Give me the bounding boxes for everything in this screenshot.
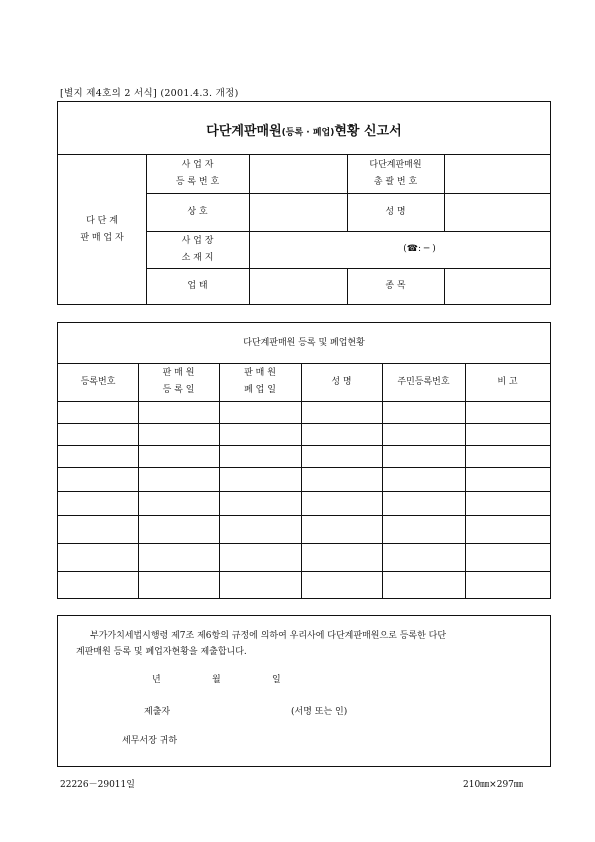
- table-row-divider: [58, 571, 550, 572]
- status-table: [57, 322, 551, 599]
- phone-field[interactable]: (☎: ─ ): [403, 244, 436, 254]
- form-code: 22226－29011일: [60, 780, 135, 790]
- table-row-divider: [58, 445, 550, 446]
- title-box: [57, 101, 551, 155]
- header-reg-no: 등록번호: [80, 376, 116, 387]
- biz-type-label: 업 태: [187, 280, 208, 291]
- table-row-divider: [58, 543, 550, 544]
- page-title: [58, 120, 550, 139]
- title-main-b: 현황 신고서: [334, 124, 402, 139]
- biz-type-value[interactable]: [249, 268, 347, 304]
- header-name: 성 명: [331, 376, 352, 387]
- title-main-a: 다단계판매원: [206, 124, 282, 139]
- business-group-label: 다 단 계 판 매 업 자: [80, 215, 124, 243]
- signature-field[interactable]: (서명 또는 인): [291, 707, 348, 717]
- form-note: [별지 제4호의 2 서식] (2001.4.3. 개정): [60, 88, 239, 99]
- reg-no-value[interactable]: [249, 155, 347, 193]
- title-paren: (등록 · 폐업): [281, 128, 335, 138]
- trade-name-label: 상 호: [187, 206, 208, 217]
- business-info-table: [57, 154, 551, 305]
- submitter-label: 제출자: [144, 707, 171, 717]
- header-resident-no: 주민등록번호: [397, 376, 450, 387]
- table-row-divider: [58, 491, 550, 492]
- table-row-divider: [58, 467, 550, 468]
- table-row-divider: [58, 423, 550, 424]
- biz-item-value[interactable]: [444, 268, 550, 304]
- ms-no-value[interactable]: [444, 155, 550, 193]
- address-label: 사 업 장 소 재 지: [181, 235, 214, 263]
- status-table-title: 다단계판매원 등록 및 폐업현황: [243, 337, 365, 348]
- header-reg-date: 판 매 원 등 록 일: [162, 368, 195, 395]
- addressee: 세무서장 귀하: [122, 736, 178, 746]
- date-year: 년: [152, 675, 161, 685]
- reg-no-label: 사 업 자 등 록 번 호: [175, 160, 220, 187]
- date-day: 일: [272, 675, 281, 685]
- declaration-box: [57, 615, 551, 767]
- name-value[interactable]: [444, 193, 550, 231]
- trade-name-value[interactable]: [249, 193, 347, 231]
- paper-size: 210㎜×297㎜: [463, 780, 523, 790]
- date-month: 월: [212, 675, 221, 685]
- declaration-text-2: 계판매원 등록 및 폐업자현황을 제출합니다.: [76, 647, 247, 657]
- header-remarks: 비 고: [497, 376, 518, 387]
- table-row-divider: [58, 515, 550, 516]
- name-label: 성 명: [385, 206, 406, 217]
- ms-no-label: 다단계판매원 총 괄 번 호: [369, 160, 422, 187]
- biz-item-label: 종 목: [385, 280, 406, 291]
- header-closure-date: 판 매 원 폐 업 일: [244, 368, 276, 395]
- declaration-text-1: 부가가치세법시행령 제7조 제6항의 규정에 의하여 우리사에 다단계판매원으로 등록한 다단: [90, 631, 447, 641]
